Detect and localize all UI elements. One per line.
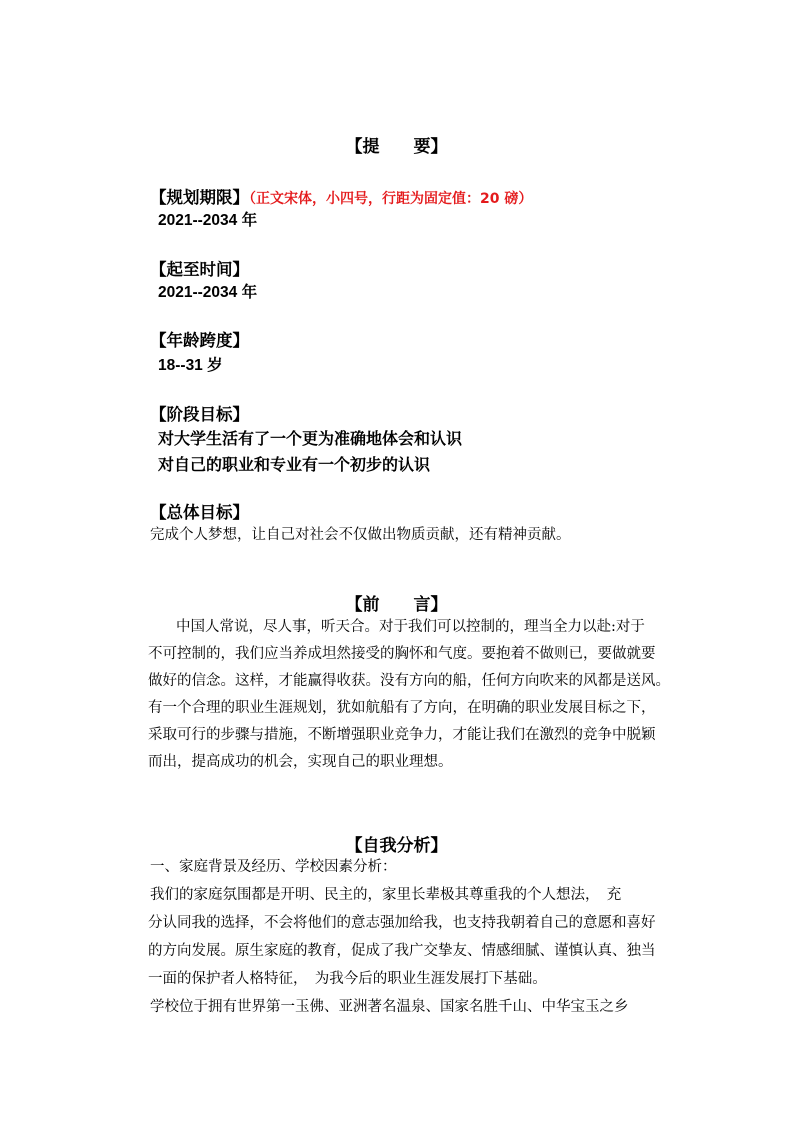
format-note: （正文宋体，小四号，行距为固定值：20 磅） [249, 191, 533, 207]
overall-goal-text: 完成个人梦想，让自己对社会不仅做出物质贡献，还有精神贡献。 [150, 527, 571, 543]
preface-heading: 【前 言】 [345, 595, 448, 615]
preface-line: 不可控制的，我们应当养成坦然接受的胸怀和气度。要抱着不做则已，要做就要 [148, 646, 656, 662]
preface-line: 采取可行的步骤与措施，不断增强职业竞争力，才能让我们在激烈的竞争中脱颖 [148, 727, 656, 743]
stage-goal-line: 对大学生活有了一个更为准确地体会和认识 [158, 429, 463, 448]
summary-heading: 【提 要】 [345, 137, 448, 157]
planning-period-value: 2021--2034 年 [158, 212, 258, 229]
planning-period-label: 【规划期限】 [150, 188, 249, 207]
stage-goals-label: 【阶段目标】 [150, 405, 249, 424]
stage-goal-line: 对自己的职业和专业有一个初步的认识 [158, 455, 431, 474]
age-span-value: 18--31 岁 [158, 357, 223, 374]
self-analysis-subheading: 一、家庭背景及经历、学校因素分析： [150, 859, 397, 875]
time-span-value: 2021--2034 年 [158, 284, 258, 301]
family-paragraph-line: 分认同我的选择，不会将他们的意志强加给我，也支持我朝着自己的意愿和喜好 [148, 915, 656, 931]
age-span-label: 【年龄跨度】 [150, 331, 249, 350]
self-analysis-heading: 【自我分析】 [345, 836, 448, 856]
preface-line: 中国人常说，尽人事，听天合。对于我们可以控制的，理当全力以赴:对于 [176, 619, 645, 635]
preface-line: 有一个合理的职业生涯规划，犹如航船有了方向，在明确的职业发展目标之下， [148, 700, 656, 716]
overall-goal-label: 【总体目标】 [150, 503, 249, 522]
planning-period-row [150, 184, 532, 208]
family-paragraph-line: 我们的家庭氛围都是开明、民主的，家里长辈极其尊重我的个人想法， 充 [150, 887, 622, 903]
family-paragraph-line: 一面的保护者人格特征， 为我今后的职业生涯发展打下基础。 [148, 971, 547, 987]
school-paragraph-line: 学校位于拥有世界第一玉佛、亚洲著名温泉、国家名胜千山、中华宝玉之乡 [150, 999, 629, 1015]
preface-line: 而出，提高成功的机会，实现自己的职业理想。 [148, 754, 453, 770]
family-paragraph-line: 的方向发展。原生家庭的教育，促成了我广交挚友、情感细腻、谨慎认真、独当 [148, 943, 656, 959]
preface-line: 做好的信念。这样，才能赢得收获。没有方向的船，任何方向吹来的风都是送风。 [148, 673, 670, 689]
time-span-label: 【起至时间】 [150, 260, 249, 279]
